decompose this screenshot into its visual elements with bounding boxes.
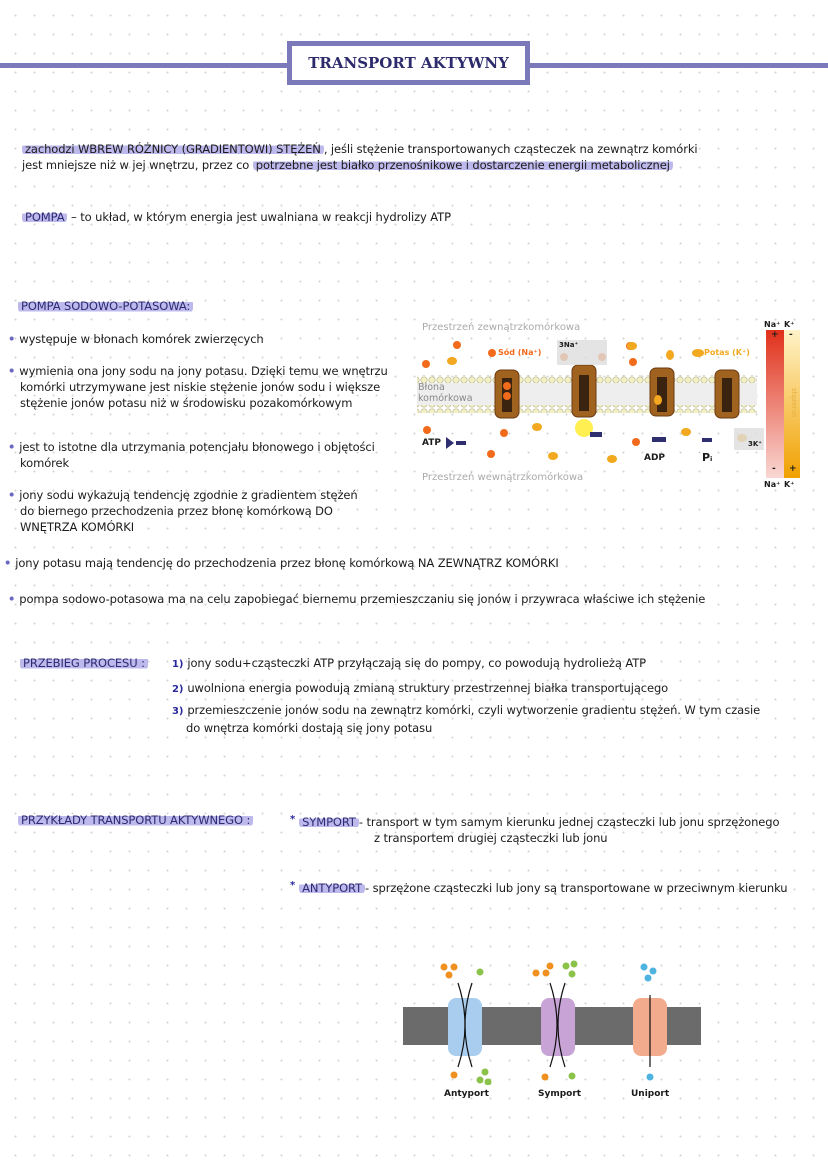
transporter-types-figure <box>400 955 705 1105</box>
title-rule-right <box>528 63 828 68</box>
na-bottom: Na⁺ <box>764 480 781 489</box>
sodium-pump-heading: POMPA SODOWO-POTASOWA: <box>18 298 193 314</box>
pompa-definition <box>22 209 451 225</box>
uniport-label: Uniport <box>631 1089 670 1099</box>
page-title: TRANSPORT AKTYWNY <box>287 41 530 85</box>
membrane-label: Błona komórkowa <box>418 382 473 404</box>
examples-heading: PRZYKŁADY TRANSPORTU AKTYWNEGO : <box>18 812 253 828</box>
bullet-item: • jest to istotne dla utrzymania potencjału błonowego i objętości komórek <box>8 440 375 470</box>
k-top: K⁺ <box>784 320 795 329</box>
k-minus: - <box>789 330 793 340</box>
na-minus: - <box>772 464 776 474</box>
adp-label: ADP <box>644 453 666 463</box>
bullet-item: • pompa sodowo-potasowa ma na celu zapobiegać biernemu przemieszczaniu się jonów i przywraca właściwe ich stężenie <box>8 592 706 606</box>
example-symport: * SYMPORT - transport w tym samym kierunku jednej cząsteczki lub jonu sprzężonego z transportem drugiej cząsteczki lub jonu <box>290 814 780 845</box>
process-step: 3) przemieszczenie jonów sodu na zewnątrz komórki, czyli wytworzenie gradientu stężeń. W tym czasie do wnętrza komórki dostają się jony potasu <box>172 703 761 735</box>
na3-label: 3Na⁺ <box>559 341 579 349</box>
text: , jeśli stężenie transportowanych cząsteczek na zewnątrz komórki <box>323 142 698 156</box>
process-step: 1) jony sodu+cząsteczki ATP przyłączają się do pompy, co powodują hydrolieżą ATP <box>172 656 646 670</box>
symport-label: Symport <box>538 1089 582 1099</box>
k3-label: 3K⁺ <box>748 440 762 448</box>
intro-paragraph <box>22 141 812 173</box>
term: POMPA <box>22 210 67 224</box>
bullet-item: • występuje w błonach komórek zwierzęcych <box>8 332 264 346</box>
gradient-label: stężenie <box>790 388 798 418</box>
sodium-legend: Sód (Na⁺) <box>498 348 542 357</box>
na-top: Na⁺ <box>764 320 781 329</box>
text: jest mniejsze niż w jej wnętrzu, przez co <box>22 158 253 172</box>
process-step: 2) uwolniona energia powodują zmianą struktury przestrzennej białka transportującego <box>172 681 669 695</box>
process-heading: PRZEBIEG PROCESU : <box>20 655 148 671</box>
k-plus: + <box>789 464 797 474</box>
definition: – to układ, w którym energia jest uwalniana w reakcji hydrolizy ATP <box>67 210 451 224</box>
atp-label: ATP <box>422 438 442 448</box>
outside-label: Przestrzeń zewnątrzkomórkowa <box>422 322 581 333</box>
bullet-item: • jony potasu mają tendencję do przechodzenia przez błonę komórkową NA ZEWNĄTRZ KOMÓRKI <box>4 556 559 570</box>
k-bottom: K⁺ <box>784 480 795 489</box>
term: SYMPORT <box>299 815 359 829</box>
bullet-item: • wymienia ona jony sodu na jony potasu. Dzięki temu we wnętrzu komórki utrzymywane jest niskie stężenie jonów sodu i większe stężenie jonów potasu niż w środowisku pozakomórkowym <box>8 364 388 410</box>
example-antyport: * ANTYPORT - sprzężone cząsteczki lub jony są transportowane w przeciwnym kierunku <box>290 880 788 895</box>
bullet-item: • jony sodu wykazują tendencję zgodnie z gradientem stężeń do biernego przechodzenia przez błonę komórkową DO WNĘTRZA KOMÓRKI <box>8 488 358 534</box>
inside-label: Przestrzeń wewnątrzkomórkowa <box>422 472 584 483</box>
antyport-label: Antyport <box>444 1089 489 1099</box>
title-rule-left <box>0 63 290 68</box>
highlight: potrzebne jest białko przenośnikowe i dostarczenie energii metabolicznej <box>253 158 673 172</box>
potassium-legend: Potas (K⁺) <box>704 348 750 357</box>
sodium-potassium-pump-figure <box>412 320 828 495</box>
term: ANTYPORT <box>299 881 365 895</box>
highlight: zachodzi WBREW RÓŻNICY (GRADIENTOWI) STĘŻEŃ <box>22 142 324 156</box>
pi-label: Pᵢ <box>702 451 713 464</box>
na-plus: + <box>771 330 779 340</box>
